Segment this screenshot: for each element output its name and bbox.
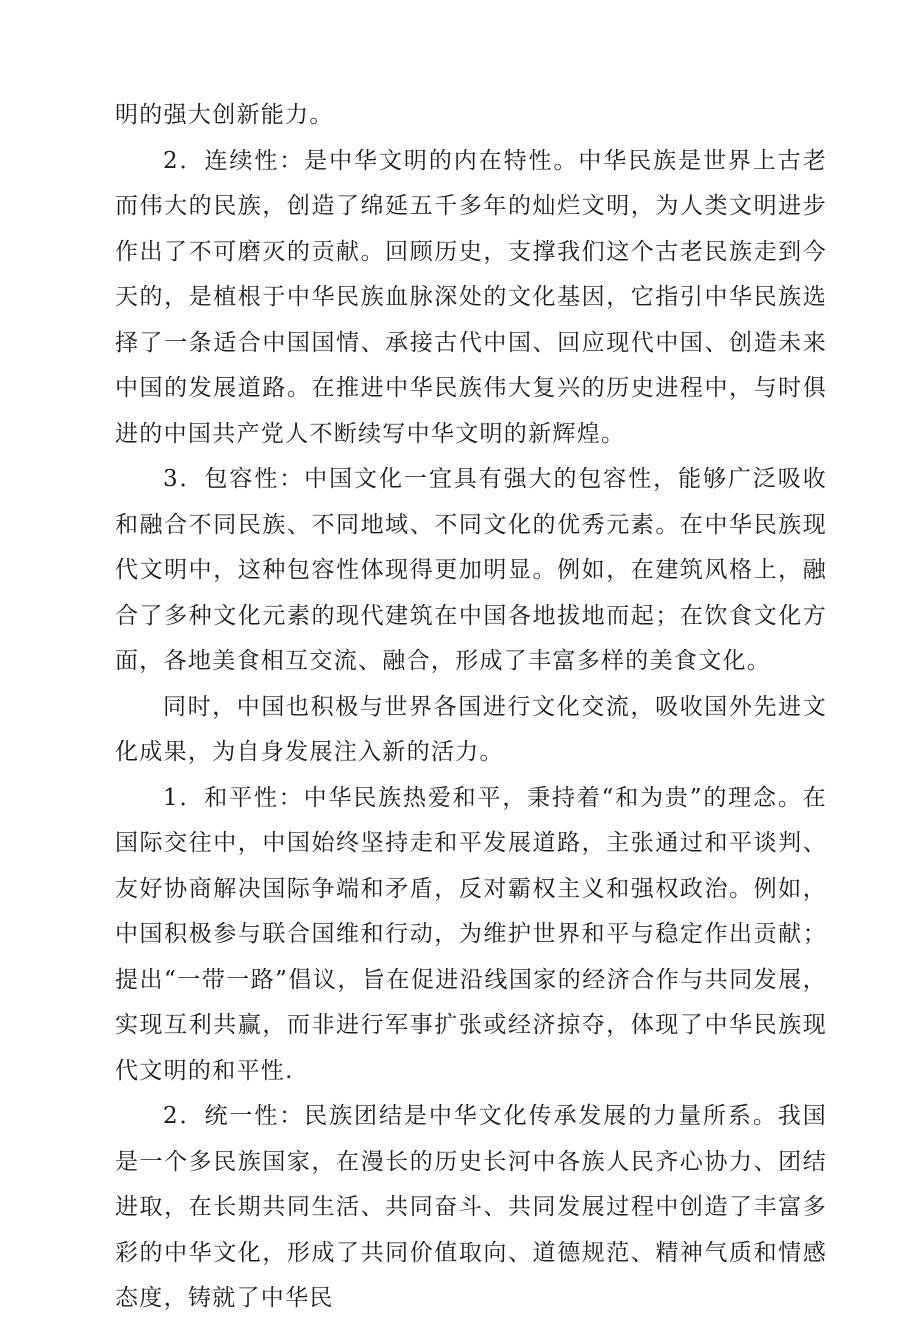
paragraph-continuity: 2．连续性：是中华文明的内在特性。中华民族是世界上古老而伟大的民族，创造了绵延五千多年的灿烂文明，为人类文明进步作出了不可磨灭的贡献。回顾历史，支撑我们这个古老民族走到今天的，是植根于中华民族血脉深处的文化基因，它指引中华民族选择了一条适合中国国情、承接古代中国、回应现代中国、创造未来中国的发展道路。在推进中华民族伟大复兴的历史进程中，与时俱进的中国共产党人不断续写中华文明的新辉煌。 <box>115 147 827 447</box>
paragraph-exchange: 同时，中国也积极与世界各国进行文化交流，吸收国外先进文化成果，为自身发展注入新的活力。 <box>115 693 827 765</box>
paragraph-continuation: 明的强大创新能力。 <box>115 102 334 128</box>
paragraph-peace: 1．和平性：中华民族热爱和平，秉持着“和为贵”的理念。在国际交往中，中国始终坚持走和平发展道路，主张通过和平谈判、友好协商解决国际争端和矛盾，反对霸权主义和强权政治。例如，中国积极参与联合国维和行动，为维护世界和平与稳定作出贡献；提出“一带一路”倡议，旨在促进沿线国家的经济合作与共同发展，实现互利共赢，而非进行军事扩张或经济掠夺，体现了中华民族现代文明的和平性. <box>115 784 827 1084</box>
paragraph-inclusiveness: 3．包容性：中国文化一宜具有强大的包容性，能够广泛吸收和融合不同民族、不同地域、不同文化的优秀元素。在中华民族现代文明中，这种包容性体现得更加明显。例如，在建筑风格上，融合了多种文化元素的现代建筑在中国各地拔地而起；在饮食文化方面，各地美食相互交流、融合，形成了丰富多样的美食文化。 <box>115 466 827 674</box>
paragraph-unity: 2．统一性：民族团结是中华文化传承发展的力量所系。我国是一个多民族国家，在漫长的历史长河中各族人民齐心协力、团结进取，在长期共同生活、共同奋斗、共同发展过程中创造了丰富多彩的中华文化，形成了共同价值取向、道德规范、精神气质和情感态度，铸就了中华民 <box>115 1103 827 1311</box>
body-text <box>115 93 827 1322</box>
